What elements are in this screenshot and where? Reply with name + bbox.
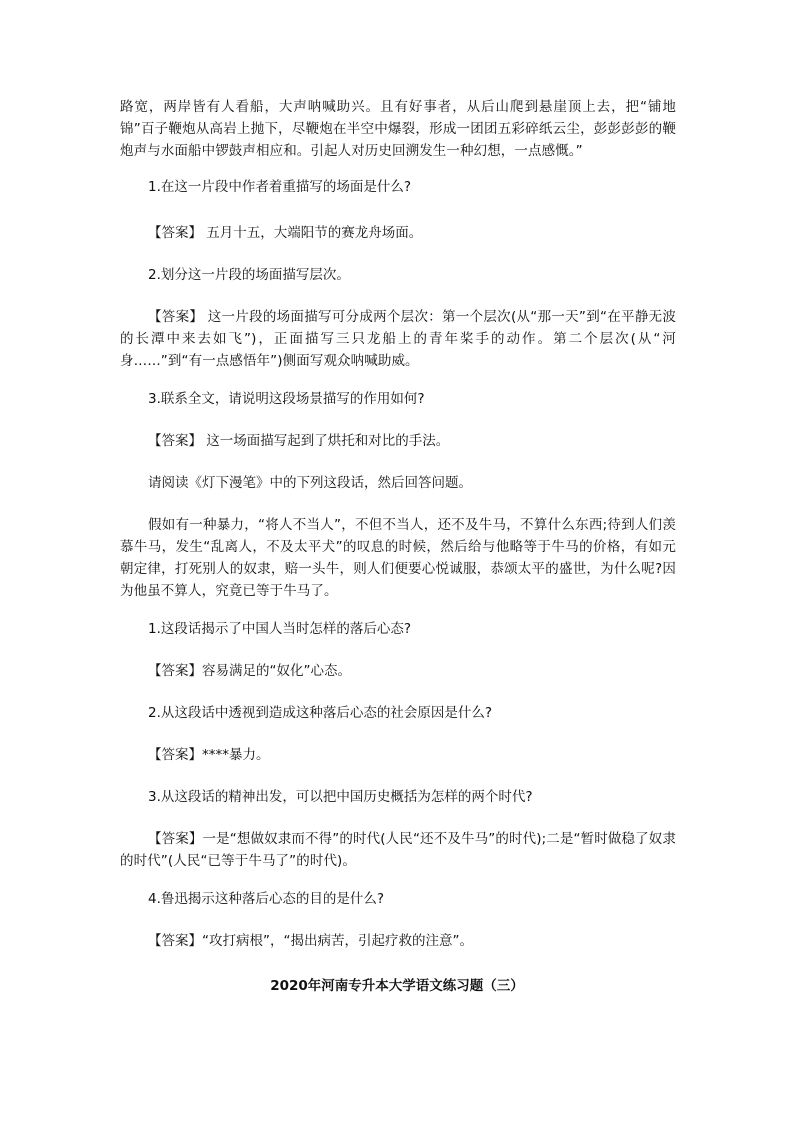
answer-s2-4: 【答案】“攻打病根”，“揭出病苦，引起疗救的注意”。 <box>148 933 473 949</box>
answer-s2-3: 【答案】一是“想做奴隶而不得”的时代(人民“还不及牛马”的时代);二是“暂时做稳了奴隶的时代”(人民“已等于牛马了”的时代)。 <box>120 831 676 869</box>
question-s2-2: 2.从这段话中透视到造成这种落后心态的社会原因是什么? <box>148 705 493 721</box>
question-s2-4: 4.鲁迅揭示这种落后心态的目的是什么? <box>148 891 385 907</box>
reading-prompt: 请阅读《灯下漫笔》中的下列这段话，然后回答问题。 <box>148 475 472 491</box>
intro-paragraph: 路宽，两岸皆有人看船，大声呐喊助兴。且有好事者，从后山爬到悬崖顶上去，把“铺地锦”百子鞭炮从高岩上抛下，尽鞭炮在半空中爆裂，形成一团团五彩碎纸云尘，彭彭彭彭的鞭炮声与水面船中锣鼓声相应和。引起人对历史回溯发生一种幻想，一点感慨。” <box>120 99 676 159</box>
passage-paragraph: 假如有一种暴力，“将人不当人”，不但不当人，还不及牛马，不算什么东西;待到人们羡慕牛马，发生“乱离人，不及太平犬”的叹息的时候，然后给与他略等于牛马的价格，有如元朝定律，打死别人的奴隶，赔一头牛，则人们便要心悦诚服，恭颂太平的盛世，为什么呢?因为他虽不算人，究竟已等于牛马了。 <box>120 517 676 599</box>
question-2: 2.划分这一片段的场面描写层次。 <box>148 267 350 283</box>
answer-s2-1: 【答案】容易满足的“奴化”心态。 <box>148 663 351 679</box>
section-title: 2020年河南专升本大学语文练习题（三） <box>270 978 524 994</box>
answer-2: 【答案】 这一片段的场面描写可分成两个层次：第一个层次(从“那一天”到“在平静无波的长潭中来去如飞”)，正面描写三只龙船上的青年桨手的动作。第二个层次(从“河身……”到“有一点感悟年”)侧面写观众呐喊助威。 <box>120 309 676 369</box>
answer-s2-2: 【答案】****暴力。 <box>148 747 270 763</box>
question-s2-1: 1.这段话揭示了中国人当时怎样的落后心态? <box>148 621 412 637</box>
answer-1: 【答案】 五月十五，大端阳节的赛龙舟场面。 <box>148 225 423 241</box>
answer-3: 【答案】 这一场面描写起到了烘托和对比的手法。 <box>148 433 450 449</box>
question-1: 1.在这一片段中作者着重描写的场面是什么? <box>148 179 412 195</box>
question-s2-3: 3.从这段话的精神出发，可以把中国历史概括为怎样的两个时代? <box>148 789 533 805</box>
question-3: 3.联系全文，请说明这段场景描写的作用如何? <box>148 391 425 407</box>
